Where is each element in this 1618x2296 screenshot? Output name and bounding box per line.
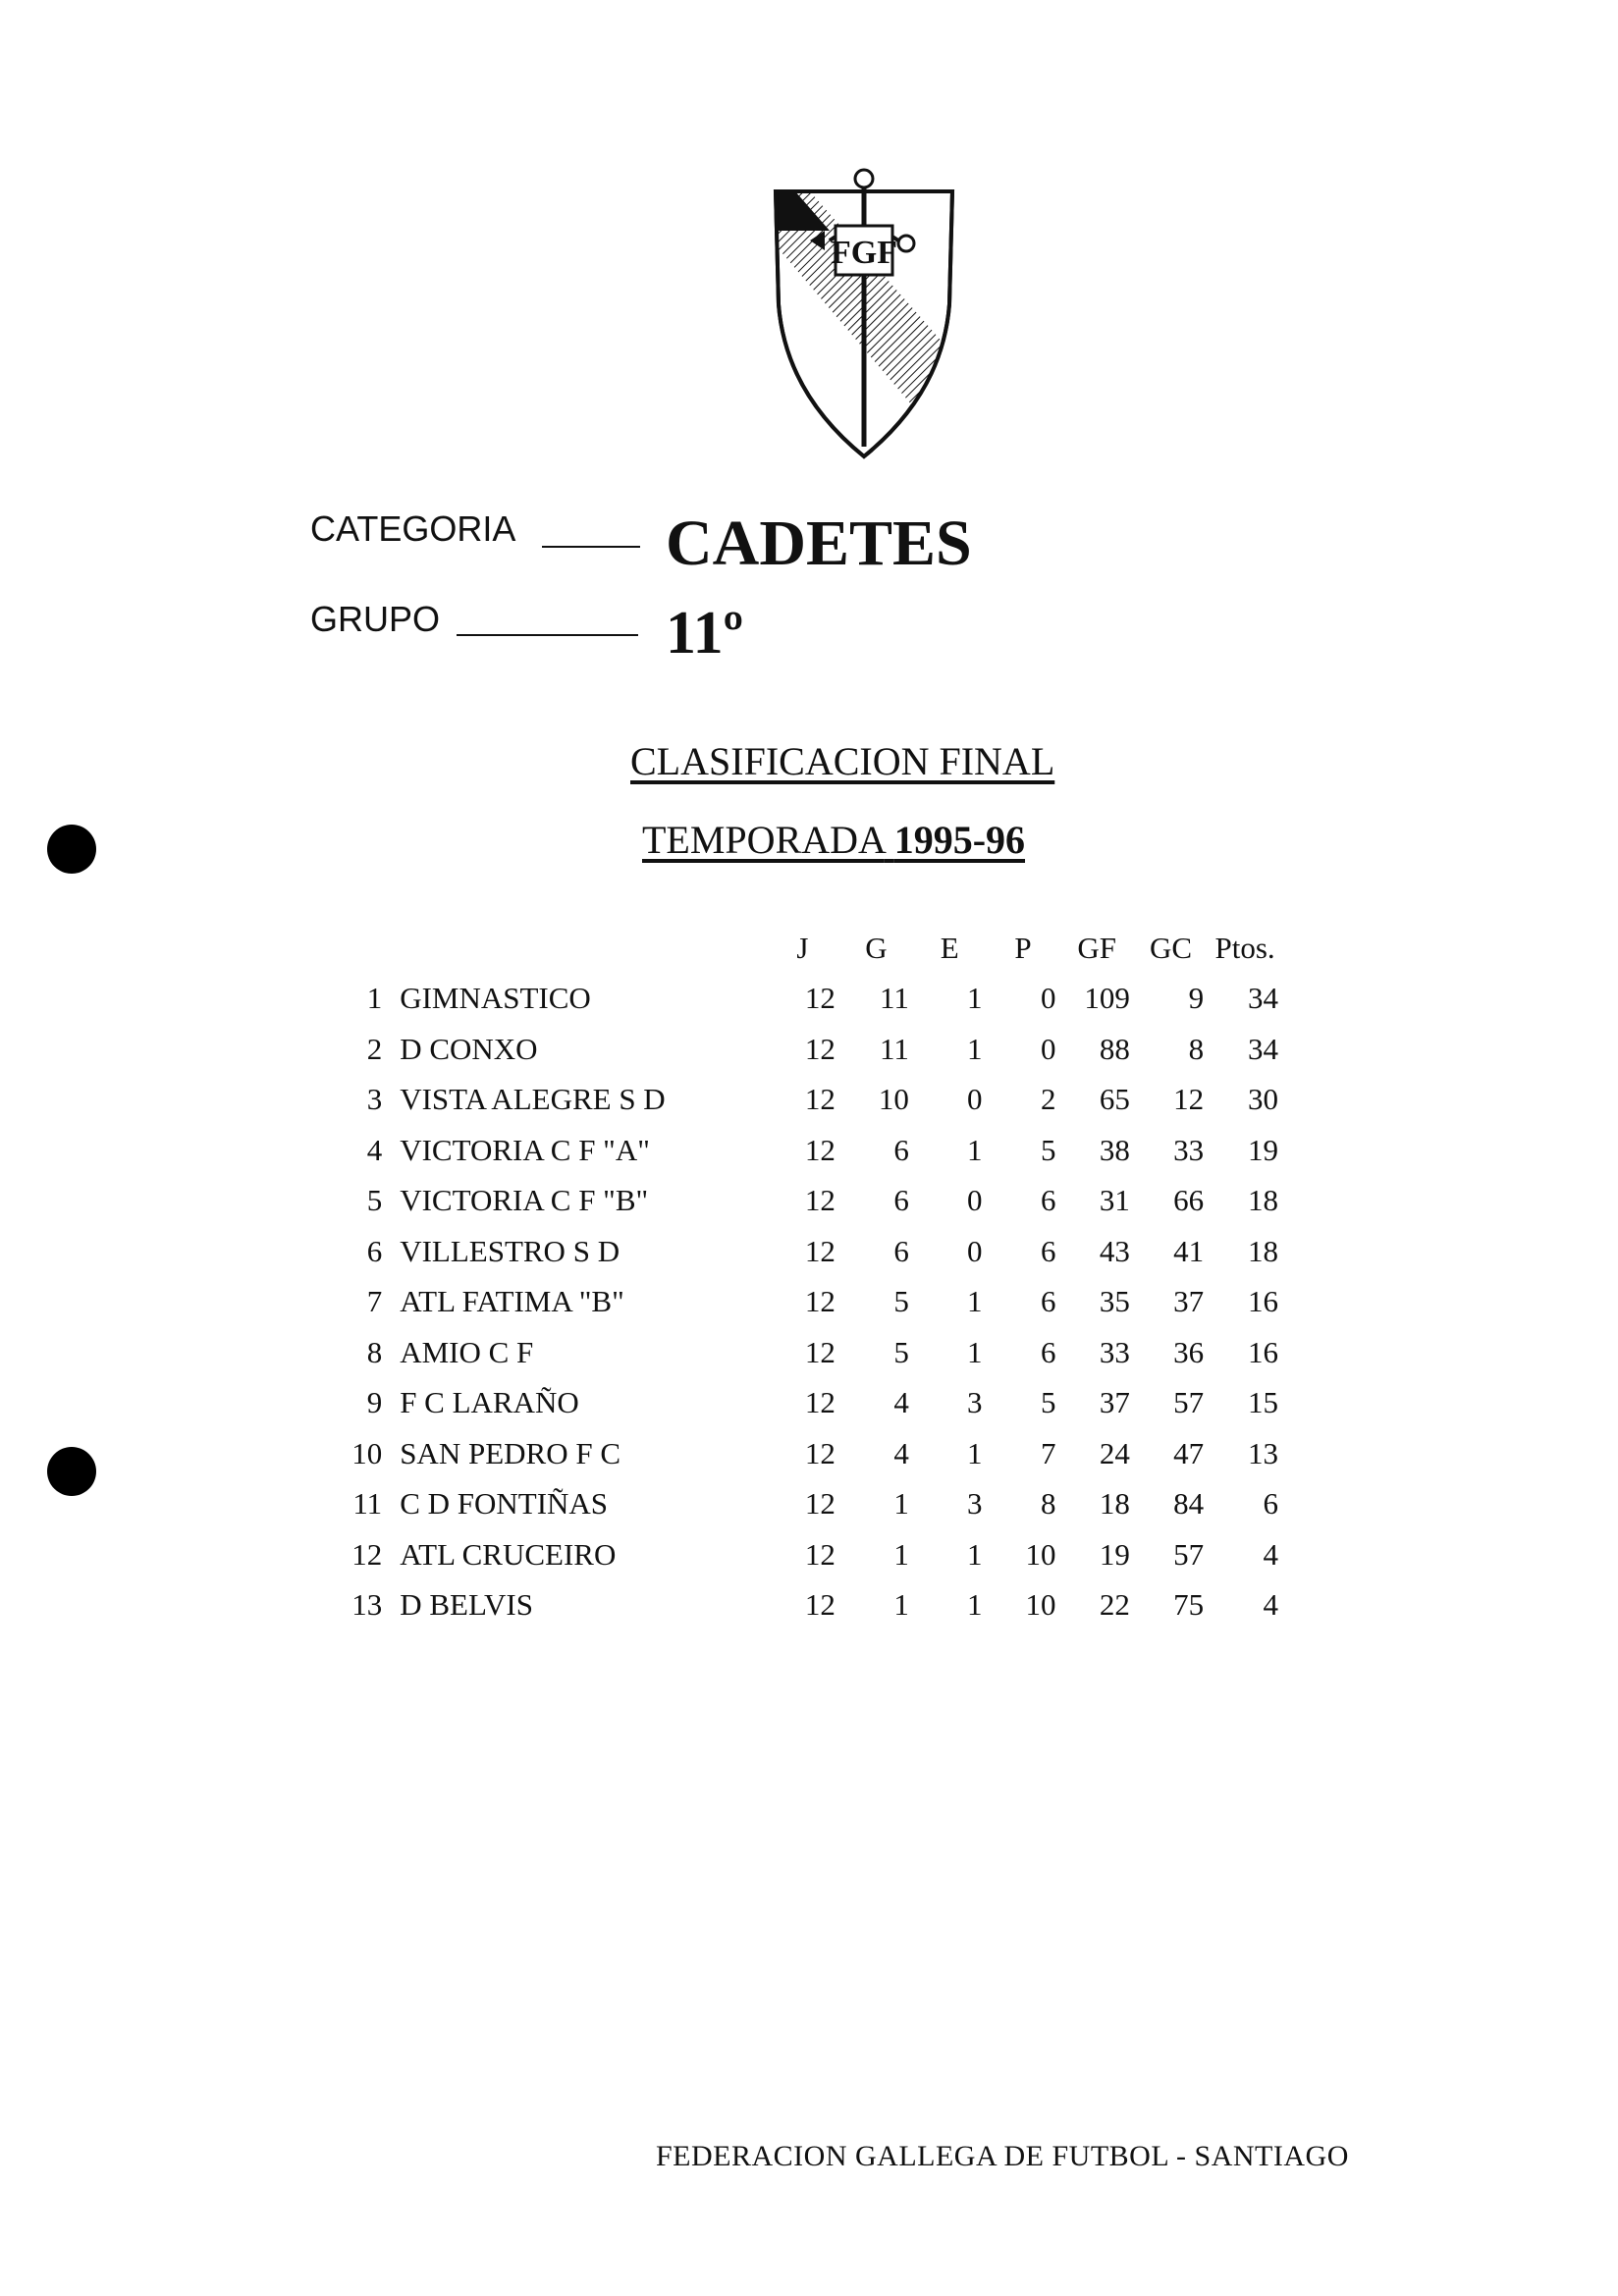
row-gf: 38 <box>1099 1132 1130 1167</box>
group-label: GRUPO <box>310 599 441 639</box>
row-e: 3 <box>966 1385 983 1420</box>
row-e: 1 <box>966 1587 983 1623</box>
col-header-gf: GF <box>1077 930 1116 965</box>
row-gc: 9 <box>1188 981 1205 1016</box>
row-ptos: 18 <box>1248 1183 1278 1218</box>
row-team: D CONXO <box>400 1031 538 1066</box>
row-team: AMIO C F <box>400 1334 534 1369</box>
row-gc: 8 <box>1188 1031 1205 1066</box>
row-p: 6 <box>1040 1284 1056 1319</box>
table-row <box>324 974 1286 1025</box>
row-ptos: 6 <box>1263 1486 1278 1522</box>
row-team: SAN PEDRO F C <box>400 1435 620 1470</box>
row-e: 1 <box>966 1132 983 1167</box>
season-label: TEMPORADA <box>642 818 885 862</box>
row-position: 2 <box>366 1031 383 1066</box>
row-gf: 22 <box>1099 1587 1130 1623</box>
row-e: 3 <box>966 1486 983 1522</box>
row-gf: 31 <box>1099 1183 1130 1218</box>
row-gf: 33 <box>1099 1334 1130 1369</box>
row-gc: 37 <box>1173 1284 1205 1319</box>
row-g: 1 <box>893 1587 909 1623</box>
row-j: 12 <box>804 1031 836 1066</box>
row-position: 11 <box>352 1486 383 1522</box>
row-ptos: 16 <box>1248 1334 1278 1369</box>
row-position: 4 <box>366 1132 383 1167</box>
row-g: 5 <box>893 1284 909 1319</box>
table-row <box>324 1024 1286 1075</box>
row-ptos: 34 <box>1248 981 1278 1016</box>
row-gc: 47 <box>1173 1435 1205 1470</box>
row-position: 10 <box>351 1435 383 1470</box>
row-e: 0 <box>966 1183 983 1218</box>
row-ptos: 13 <box>1248 1435 1278 1470</box>
row-gc: 36 <box>1173 1334 1205 1369</box>
row-p: 7 <box>1040 1435 1056 1470</box>
footer-federation: FEDERACION GALLEGA DE FUTBOL - SANTIAGO <box>656 2140 1349 2172</box>
row-j: 12 <box>804 981 836 1016</box>
row-gc: 75 <box>1173 1587 1205 1623</box>
row-team: D BELVIS <box>400 1587 533 1623</box>
row-e: 0 <box>966 1233 983 1268</box>
row-j: 12 <box>804 1486 836 1522</box>
table-row <box>324 1226 1286 1277</box>
table-header-row <box>324 923 1286 974</box>
row-p: 10 <box>1025 1536 1056 1572</box>
row-position: 5 <box>366 1183 383 1218</box>
row-g: 11 <box>880 981 909 1016</box>
row-position: 8 <box>366 1334 383 1369</box>
row-j: 12 <box>804 1435 836 1470</box>
row-gc: 41 <box>1173 1233 1205 1268</box>
row-team: ATL FATIMA "B" <box>400 1284 624 1319</box>
table-row <box>324 1428 1286 1479</box>
row-p: 5 <box>1040 1385 1056 1420</box>
row-g: 5 <box>893 1334 909 1369</box>
row-j: 12 <box>804 1587 836 1623</box>
row-gc: 33 <box>1173 1132 1205 1167</box>
row-ptos: 4 <box>1263 1536 1278 1572</box>
row-p: 5 <box>1040 1132 1056 1167</box>
row-ptos: 4 <box>1263 1587 1278 1623</box>
row-team: C D FONTIÑAS <box>400 1486 609 1522</box>
table-row <box>324 1580 1286 1631</box>
row-p: 10 <box>1025 1587 1056 1623</box>
row-team: VILLESTRO S D <box>400 1233 620 1268</box>
punch-hole-bottom <box>47 1447 96 1496</box>
col-header-e: E <box>940 930 959 965</box>
table-row <box>324 1075 1286 1126</box>
col-header-g: G <box>865 930 888 965</box>
standings-table <box>324 923 1286 1630</box>
row-j: 12 <box>804 1385 836 1420</box>
table-row <box>324 1125 1286 1176</box>
group-value: 11º <box>666 600 744 667</box>
row-position: 9 <box>366 1385 383 1420</box>
row-team: VICTORIA C F "B" <box>400 1183 649 1218</box>
row-gc: 84 <box>1173 1486 1205 1522</box>
row-gf: 19 <box>1099 1536 1130 1572</box>
row-ptos: 16 <box>1248 1284 1278 1319</box>
row-g: 4 <box>893 1385 909 1420</box>
row-ptos: 19 <box>1248 1132 1278 1167</box>
row-gc: 12 <box>1173 1082 1205 1117</box>
row-gc: 66 <box>1173 1183 1205 1218</box>
row-position: 3 <box>366 1082 383 1117</box>
row-j: 12 <box>804 1334 836 1369</box>
row-team: VISTA ALEGRE S D <box>400 1082 666 1117</box>
row-ptos: 18 <box>1248 1233 1278 1268</box>
table-row <box>324 1378 1286 1429</box>
row-gf: 88 <box>1099 1031 1130 1066</box>
row-ptos: 30 <box>1248 1082 1278 1117</box>
row-j: 12 <box>804 1132 836 1167</box>
table-row <box>324 1176 1286 1227</box>
row-e: 1 <box>966 1435 983 1470</box>
category-rule <box>542 546 640 548</box>
row-g: 11 <box>880 1031 909 1066</box>
row-p: 8 <box>1040 1486 1056 1522</box>
row-g: 6 <box>893 1183 909 1218</box>
row-position: 7 <box>366 1284 383 1319</box>
season-line <box>642 817 1025 863</box>
table-row <box>324 1479 1286 1530</box>
col-header-j: J <box>796 930 809 965</box>
row-ptos: 34 <box>1248 1031 1278 1066</box>
row-g: 10 <box>878 1082 909 1117</box>
row-team: GIMNASTICO <box>400 981 591 1016</box>
row-position: 13 <box>351 1587 383 1623</box>
table-row <box>324 1529 1286 1580</box>
row-g: 1 <box>893 1536 909 1572</box>
row-gf: 109 <box>1084 981 1130 1016</box>
row-gf: 24 <box>1099 1435 1130 1470</box>
row-e: 0 <box>966 1082 983 1117</box>
punch-hole-top <box>47 825 96 874</box>
row-team: ATL CRUCEIRO <box>400 1536 617 1572</box>
row-gc: 57 <box>1173 1536 1205 1572</box>
row-e: 1 <box>966 981 983 1016</box>
col-header-gc: GC <box>1149 930 1193 965</box>
table-row <box>324 1277 1286 1328</box>
row-position: 1 <box>366 981 383 1016</box>
group-rule <box>457 634 638 636</box>
table-row <box>324 1327 1286 1378</box>
row-gc: 57 <box>1173 1385 1205 1420</box>
row-e: 1 <box>966 1536 983 1572</box>
row-ptos: 15 <box>1248 1385 1278 1420</box>
category-label: CATEGORIA <box>310 508 516 549</box>
row-p: 2 <box>1040 1082 1056 1117</box>
row-e: 1 <box>966 1334 983 1369</box>
row-j: 12 <box>804 1082 836 1117</box>
crest-monogram: FGF <box>831 235 897 271</box>
col-header-p: P <box>1014 930 1032 965</box>
row-gf: 65 <box>1099 1082 1130 1117</box>
season-value: 1995-96 <box>893 818 1026 862</box>
row-j: 12 <box>804 1284 836 1319</box>
row-e: 1 <box>966 1284 983 1319</box>
row-team: F C LARAÑO <box>400 1385 579 1420</box>
row-g: 6 <box>893 1233 909 1268</box>
row-gf: 43 <box>1099 1233 1130 1268</box>
category-value: CADETES <box>666 507 972 579</box>
row-g: 4 <box>893 1435 909 1470</box>
col-header-ptos: Ptos. <box>1214 930 1275 965</box>
row-j: 12 <box>804 1536 836 1572</box>
row-g: 1 <box>893 1486 909 1522</box>
row-p: 0 <box>1040 1031 1056 1066</box>
federation-crest-icon <box>771 157 957 461</box>
row-p: 6 <box>1040 1233 1056 1268</box>
row-j: 12 <box>804 1183 836 1218</box>
row-p: 6 <box>1040 1334 1056 1369</box>
row-p: 0 <box>1040 981 1056 1016</box>
row-position: 12 <box>351 1536 383 1572</box>
row-g: 6 <box>893 1132 909 1167</box>
row-gf: 37 <box>1099 1385 1130 1420</box>
row-p: 6 <box>1040 1183 1056 1218</box>
row-team: VICTORIA C F "A" <box>400 1132 650 1167</box>
row-j: 12 <box>804 1233 836 1268</box>
row-gf: 35 <box>1099 1284 1130 1319</box>
row-position: 6 <box>366 1233 383 1268</box>
row-e: 1 <box>966 1031 983 1066</box>
row-gf: 18 <box>1099 1486 1130 1522</box>
classification-title: CLASIFICACION FINAL <box>630 739 1055 783</box>
